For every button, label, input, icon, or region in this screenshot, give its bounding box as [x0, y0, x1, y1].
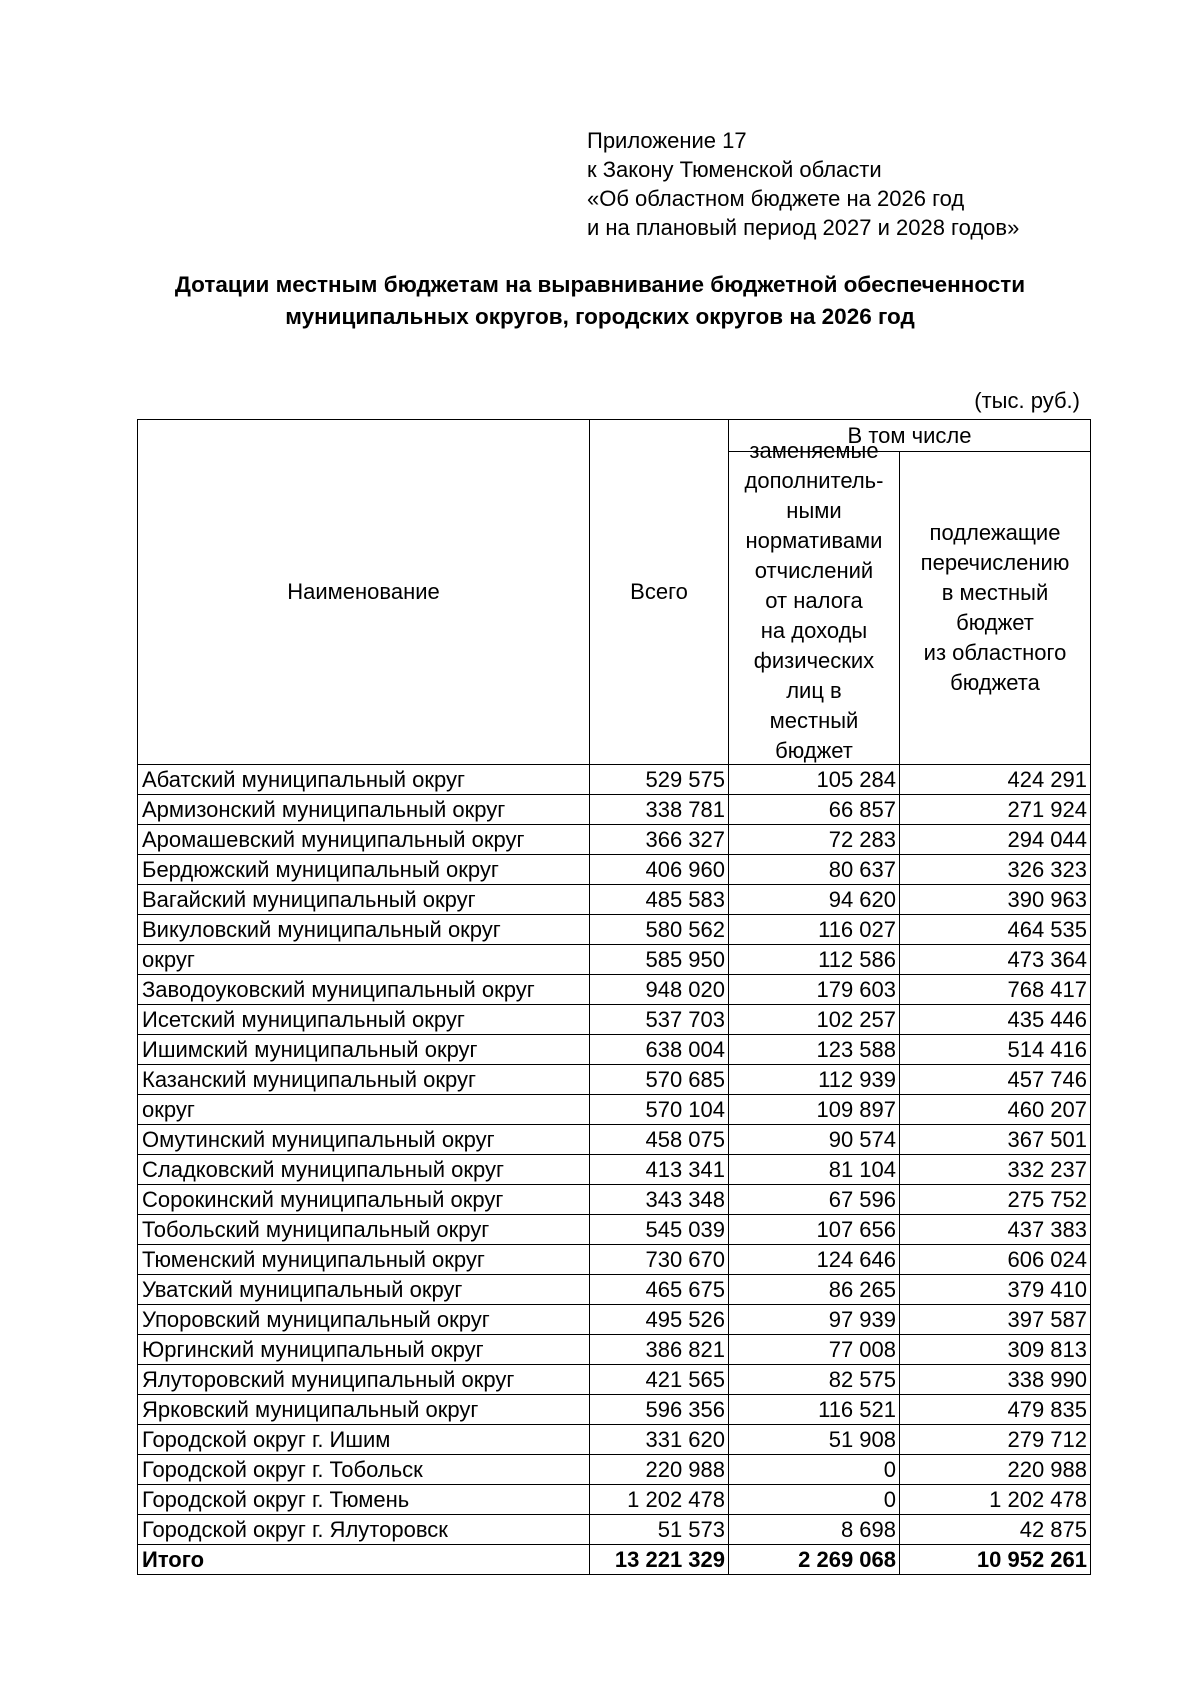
header-line: физических	[753, 648, 875, 673]
cell-total: 730 670	[590, 1245, 729, 1275]
cell-name: Ярковский муниципальный округ	[138, 1395, 590, 1425]
cell-name: Городской округ г. Ялуторовск	[138, 1515, 590, 1545]
cell-name: Уватский муниципальный округ	[138, 1275, 590, 1305]
cell-total: 638 004	[590, 1035, 729, 1065]
header-row-1	[138, 420, 1091, 452]
cell-replaced: 66 857	[729, 795, 900, 825]
table-row	[138, 885, 1091, 915]
cell-total: 1 202 478	[590, 1485, 729, 1515]
cell-name: Омутинский муниципальный округ	[138, 1125, 590, 1155]
cell-total: 585 950	[590, 945, 729, 975]
cell-transfer: 1 202 478	[900, 1485, 1091, 1515]
cell-replaced: 116 521	[729, 1395, 900, 1425]
header-total: Всего	[590, 420, 729, 765]
table-row	[138, 765, 1091, 795]
header-line: ными	[786, 498, 842, 523]
cell-name: Итого	[138, 1545, 590, 1575]
cell-replaced: 94 620	[729, 885, 900, 915]
cell-name: Вагайский муниципальный округ	[138, 885, 590, 915]
cell-name: Аромашевский муниципальный округ	[138, 825, 590, 855]
cell-name: Тобольский муниципальный округ	[138, 1215, 590, 1245]
cell-replaced: 124 646	[729, 1245, 900, 1275]
cell-total: 529 575	[590, 765, 729, 795]
header-line: перечислению	[920, 550, 1070, 575]
appendix-line: к Закону Тюменской области	[587, 157, 882, 182]
cell-name: Городской округ г. Ишим	[138, 1425, 590, 1455]
cell-replaced: 0	[729, 1455, 900, 1485]
cell-total: 343 348	[590, 1185, 729, 1215]
cell-name: Ялуторовский муниципальный округ	[138, 1365, 590, 1395]
table-row	[138, 1365, 1091, 1395]
cell-name: Упоровский муниципальный округ	[138, 1305, 590, 1335]
header-line: из областного	[923, 640, 1067, 665]
cell-replaced: 51 908	[729, 1425, 900, 1455]
cell-transfer: 479 835	[900, 1395, 1091, 1425]
cell-replaced: 2 269 068	[729, 1545, 900, 1575]
cell-total: 13 221 329	[590, 1545, 729, 1575]
cell-total: 948 020	[590, 975, 729, 1005]
cell-total: 366 327	[590, 825, 729, 855]
cell-transfer: 437 383	[900, 1215, 1091, 1245]
cell-transfer: 464 535	[900, 915, 1091, 945]
cell-transfer: 424 291	[900, 765, 1091, 795]
cell-total: 485 583	[590, 885, 729, 915]
cell-total: 220 988	[590, 1455, 729, 1485]
table-row	[138, 795, 1091, 825]
header-line: в местный	[941, 580, 1049, 605]
table-row	[138, 1515, 1091, 1545]
cell-total: 413 341	[590, 1155, 729, 1185]
cell-transfer: 397 587	[900, 1305, 1091, 1335]
table-row	[138, 1035, 1091, 1065]
units-label: (тыс. руб.)	[974, 388, 1080, 413]
cell-name: Казанский муниципальный округ	[138, 1065, 590, 1095]
total-row	[138, 1545, 1091, 1575]
cell-name: Городской округ г. Тюмень	[138, 1485, 590, 1515]
header-line: бюджет	[956, 610, 1034, 635]
cell-name: округ	[138, 945, 590, 975]
header-line: лиц в	[786, 678, 842, 703]
cell-transfer: 367 501	[900, 1125, 1091, 1155]
cell-replaced: 81 104	[729, 1155, 900, 1185]
cell-replaced: 97 939	[729, 1305, 900, 1335]
header-replaced-text	[745, 436, 884, 766]
appendix-line: и на плановый период 2027 и 2028 годов»	[587, 215, 1020, 240]
cell-replaced: 77 008	[729, 1335, 900, 1365]
title-line-1: Дотации местным бюджетам на выравнивание бюджетной обеспеченности	[174, 272, 1026, 297]
cell-name: Тюменский муниципальный округ	[138, 1245, 590, 1275]
title-line-2: муниципальных округов, городских округов на 2026 год	[285, 304, 915, 329]
header-line: отчислений	[754, 558, 874, 583]
table-row	[138, 1185, 1091, 1215]
table-row	[138, 1215, 1091, 1245]
cell-replaced: 179 603	[729, 975, 900, 1005]
cell-replaced: 67 596	[729, 1185, 900, 1215]
subsidies-table	[137, 419, 1091, 1575]
appendix-block	[587, 126, 1019, 242]
cell-replaced: 109 897	[729, 1095, 900, 1125]
cell-name: Абатский муниципальный округ	[138, 765, 590, 795]
cell-name: Городской округ г. Тобольск	[138, 1455, 590, 1485]
cell-replaced: 82 575	[729, 1365, 900, 1395]
cell-name: Бердюжский муниципальный округ	[138, 855, 590, 885]
table-row	[138, 1155, 1091, 1185]
cell-transfer: 390 963	[900, 885, 1091, 915]
header-line: на доходы	[760, 618, 868, 643]
cell-replaced: 116 027	[729, 915, 900, 945]
cell-total: 596 356	[590, 1395, 729, 1425]
table-row	[138, 1335, 1091, 1365]
header-transfer-text	[900, 518, 1090, 698]
cell-name: Исетский муниципальный округ	[138, 1005, 590, 1035]
cell-total: 421 565	[590, 1365, 729, 1395]
cell-total: 495 526	[590, 1305, 729, 1335]
cell-transfer: 275 752	[900, 1185, 1091, 1215]
table-row	[138, 1395, 1091, 1425]
cell-transfer: 338 990	[900, 1365, 1091, 1395]
cell-name: Ишимский муниципальный округ	[138, 1035, 590, 1065]
cell-name: Юргинский муниципальный округ	[138, 1335, 590, 1365]
cell-replaced: 112 939	[729, 1065, 900, 1095]
appendix-line: «Об областном бюджете на 2026 год	[587, 186, 965, 211]
cell-transfer: 332 237	[900, 1155, 1091, 1185]
header-name: Наименование	[138, 420, 590, 765]
cell-replaced: 123 588	[729, 1035, 900, 1065]
cell-replaced: 90 574	[729, 1125, 900, 1155]
table-row	[138, 1275, 1091, 1305]
header-transfer	[900, 452, 1091, 765]
cell-replaced: 72 283	[729, 825, 900, 855]
cell-transfer: 10 952 261	[900, 1545, 1091, 1575]
table-row	[138, 975, 1091, 1005]
cell-replaced: 102 257	[729, 1005, 900, 1035]
table-row	[138, 1065, 1091, 1095]
table-row	[138, 855, 1091, 885]
cell-replaced: 8 698	[729, 1515, 900, 1545]
cell-total: 406 960	[590, 855, 729, 885]
cell-total: 465 675	[590, 1275, 729, 1305]
header-line: бюджета	[950, 670, 1040, 695]
cell-name: Сорокинский муниципальный округ	[138, 1185, 590, 1215]
header-line: подлежащие	[929, 520, 1061, 545]
header-line: заменяемые	[749, 438, 879, 463]
cell-transfer: 279 712	[900, 1425, 1091, 1455]
cell-replaced: 86 265	[729, 1275, 900, 1305]
cell-total: 580 562	[590, 915, 729, 945]
cell-transfer: 220 988	[900, 1455, 1091, 1485]
cell-transfer: 473 364	[900, 945, 1091, 975]
header-line: нормативами	[745, 528, 883, 553]
cell-total: 51 573	[590, 1515, 729, 1545]
cell-total: 386 821	[590, 1335, 729, 1365]
table-row	[138, 1245, 1091, 1275]
cell-replaced: 0	[729, 1485, 900, 1515]
table-row	[138, 945, 1091, 975]
cell-name: Армизонский муниципальный округ	[138, 795, 590, 825]
cell-name: Викуловский муниципальный округ	[138, 915, 590, 945]
cell-transfer: 379 410	[900, 1275, 1091, 1305]
cell-total: 458 075	[590, 1125, 729, 1155]
header-line: от налога	[765, 588, 863, 613]
cell-replaced: 105 284	[729, 765, 900, 795]
cell-replaced: 80 637	[729, 855, 900, 885]
table-row	[138, 1455, 1091, 1485]
cell-total: 537 703	[590, 1005, 729, 1035]
cell-transfer: 606 024	[900, 1245, 1091, 1275]
cell-replaced: 107 656	[729, 1215, 900, 1245]
cell-transfer: 294 044	[900, 825, 1091, 855]
table-row	[138, 1005, 1091, 1035]
document-title	[100, 269, 1100, 333]
cell-transfer: 326 323	[900, 855, 1091, 885]
table-row	[138, 1095, 1091, 1125]
header-including: В том числе	[729, 420, 1091, 452]
cell-replaced: 112 586	[729, 945, 900, 975]
cell-total: 545 039	[590, 1215, 729, 1245]
cell-name: Заводоуковский муниципальный округ	[138, 975, 590, 1005]
cell-name: округ	[138, 1095, 590, 1125]
table-row	[138, 1125, 1091, 1155]
cell-transfer: 309 813	[900, 1335, 1091, 1365]
table-row	[138, 825, 1091, 855]
cell-total: 570 685	[590, 1065, 729, 1095]
cell-transfer: 42 875	[900, 1515, 1091, 1545]
cell-transfer: 271 924	[900, 795, 1091, 825]
header-line: местный	[769, 708, 859, 733]
cell-transfer: 460 207	[900, 1095, 1091, 1125]
cell-transfer: 457 746	[900, 1065, 1091, 1095]
table-row	[138, 1485, 1091, 1515]
appendix-line: Приложение 17	[587, 128, 747, 153]
cell-transfer: 514 416	[900, 1035, 1091, 1065]
cell-transfer: 768 417	[900, 975, 1091, 1005]
header-line: дополнитель-	[744, 468, 884, 493]
cell-total: 570 104	[590, 1095, 729, 1125]
header-replaced	[729, 438, 900, 765]
cell-name: Сладковский муниципальный округ	[138, 1155, 590, 1185]
cell-transfer: 435 446	[900, 1005, 1091, 1035]
table-row	[138, 915, 1091, 945]
cell-total: 338 781	[590, 795, 729, 825]
cell-total: 331 620	[590, 1425, 729, 1455]
table-row	[138, 1305, 1091, 1335]
table-row	[138, 1425, 1091, 1455]
header-line: бюджет	[775, 738, 853, 763]
